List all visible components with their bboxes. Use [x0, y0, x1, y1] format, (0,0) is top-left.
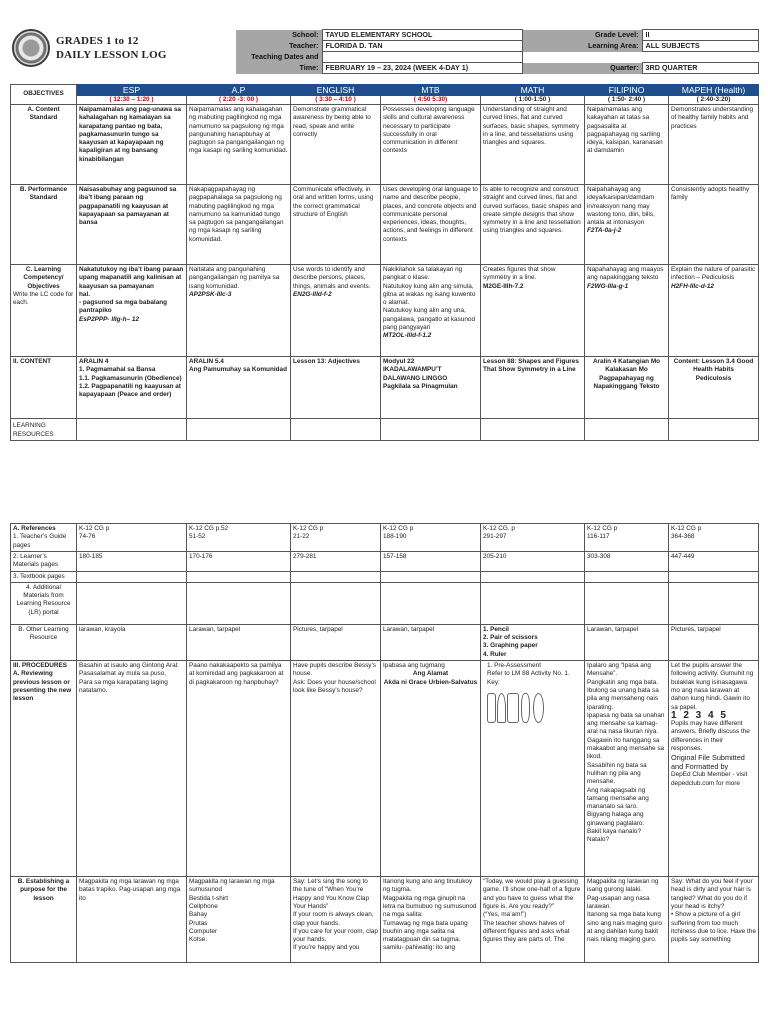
- cell-text: larawan, krayola: [77, 624, 187, 660]
- school-value: TAYUD ELEMENTARY SCHOOL: [322, 30, 522, 41]
- cell-text: Nakapagpapahayag ng pagpapahalaga sa pagsulong ng mabuting paglilingkod ng mga namumuno sa kamunidad tungo sa pagtugon sa pangangailangan ng mga kasapi ng sariling komunidad.: [187, 185, 291, 265]
- cell-text: K-12 CG p 188-190: [381, 524, 481, 552]
- dates-label: Teaching Dates and: [236, 52, 322, 63]
- cell-text: Lesson 88: Shapes and Figures That Show Symmetry in a Line: [481, 357, 585, 419]
- dates-spacer: [322, 52, 522, 63]
- cell-text: 279-281: [291, 552, 381, 572]
- cell-text: Pictures, tarpapel: [669, 624, 759, 660]
- subject-time: ( 1:00-1:50 ): [481, 96, 585, 105]
- empty-cell: [381, 571, 481, 582]
- cell-text: Larawan, tarpapel: [187, 624, 291, 660]
- cell-text: Possesses developing language skills and cultural awareness necessary to participate successfully in oral communication in different contexts: [381, 105, 481, 185]
- lc-code: EN2G-IIId-f-2: [293, 290, 332, 298]
- cell-text: Demonstrate grammatical awareness by being able to read, speak and write correctly: [291, 105, 381, 185]
- cell-text: 1. Pencil 2. Pair of scissors 3. Graphing paper 4. Ruler: [481, 624, 585, 660]
- cell-text: Larawan, tarpapel: [381, 624, 481, 660]
- subject-header: FILIPINO: [585, 85, 669, 96]
- lc-code: AP2PSK-IIIc-3: [189, 290, 232, 298]
- empty-cell: [481, 582, 585, 624]
- cell-text: Magpakita ng larawan ng isang gurong lalaki. Pag-usapan ang nasa larawan. Itanong sa mga bata kung sino ang nais maging guro at ang dahilan kung bakit nais nilang maging guro.: [585, 877, 669, 963]
- empty-cell: [77, 419, 187, 441]
- subject-header: MTB: [381, 85, 481, 96]
- empty-cell: [669, 419, 759, 441]
- references-label-cell: [11, 524, 77, 552]
- lc-code: H2FH-IIIc-d-12: [671, 282, 714, 290]
- cell-text: Communicate effectively, in oral and written forms, using the correct grammatical structure of English: [291, 185, 381, 265]
- subject-header: A.P: [187, 85, 291, 96]
- cell-text: Demonstrates understanding of healthy family habits and practices: [669, 105, 759, 185]
- mtb-story-author: Akda ni Grace Urbien-Salvatus: [383, 678, 478, 686]
- dates-value: FEBRUARY 19 – 23, 2024 (WEEK 4-DAY 1): [322, 63, 522, 74]
- cell-text: 157-158: [381, 552, 481, 572]
- cell-text: K-12 CG p 364-368: [669, 524, 759, 552]
- empty-cell: [669, 582, 759, 624]
- cell-text: Lesson 13: Adjectives: [291, 357, 381, 419]
- empty-cell: [187, 571, 291, 582]
- quarter-label: Quarter:: [522, 63, 642, 74]
- cell-text: Paano nakakaapekto sa pamilya at kominidad ang pagkakaroon at di pagkakaroon ng hanpbuhay?: [187, 661, 291, 877]
- subject-time: ( 4:50 5:30): [381, 96, 481, 105]
- doc-title-dll: DAILY LESSON LOG: [56, 49, 167, 61]
- review-label-cell: [11, 661, 77, 877]
- row-label-content: II. CONTENT: [11, 357, 77, 419]
- lc-code: MT2OL-IIId-f-1.2: [383, 332, 432, 340]
- grade-value: II: [642, 30, 758, 41]
- purpose-label: B. Establishing a purpose for the lesson: [11, 877, 77, 963]
- cell-text: Aralin 4 Katangian Mo Kalakasan Mo Pagpapahayag ng Napakinggang Teksto: [585, 357, 669, 419]
- cell-text: Have pupils describe Bessy’s house. Ask: Does your house/school look like Bessy’s house?: [291, 661, 381, 877]
- cell-text: Is able to recognize and construct straight and curved lines, flat and curved surfaces, basic shapes and create simple designs that show symmetry in a line and tessellation using triangles and squares.: [481, 185, 585, 265]
- cell-text: Consistently adopts healthy family: [669, 185, 759, 265]
- lc-code: M2GE-IIIh-7.2: [483, 282, 524, 290]
- other-resource-label: B. Other Learning Resource: [11, 624, 77, 660]
- empty-cell: [585, 582, 669, 624]
- row-label-competency: [11, 265, 77, 357]
- cell-text: ARALIN 4 1. Pagmamahal sa Bansa 1.1. Pagkamasunurin (Obedience) 1.2. Pagpapanatili ng kaayusan at kapayapaan (Peace and order): [77, 357, 187, 419]
- empty-cell: [381, 419, 481, 441]
- mapeh-review-cell: [669, 661, 759, 877]
- competency-cell: [481, 265, 585, 357]
- cell-text: K-12 CG p.52 51-52: [187, 524, 291, 552]
- tb-label: 3. Textbook pages: [11, 571, 77, 582]
- mtb-story-title: Ang Alamat: [412, 670, 449, 678]
- row-label-performance-standard: B. Performance Standard: [11, 185, 77, 265]
- subject-time: ( 3:30 – 4:10 ): [291, 96, 381, 105]
- cell-text: ARALIN 5.4 Ang Pamumuhay sa Komunidad: [187, 357, 291, 419]
- lc-code: EsP2PPP- IIIg-h– 12: [79, 315, 140, 323]
- cell-text: “Today, we would play a guessing game. I’ll show one-half of a figure and you have to guess what the figure is. Are you ready?” (“Yes, ma’am!”) The teacher shows halves of different figures and asks what figures they are parts of. The: [481, 877, 585, 963]
- objectives-header: OBJECTIVES: [11, 85, 77, 105]
- filipino-performance-cell: [585, 185, 669, 265]
- cell-text: Naipamamalas ang kahalagahan ng mabuting pagllingkod ng mga namumuno sa pagsulong ng mga pangunahing hanapbuhay at pagtugon sa pangangailangan ng mga kasapi ng sariling komunidad.: [187, 105, 291, 185]
- cell-text: Naisasabuhay ang pagsunod sa iba’t ibang paraan ng pagpapanatili ng kaayusan at kapayapaan sa pamayanan at bansa: [77, 185, 187, 265]
- empty-cell: [585, 419, 669, 441]
- deped-seal-logo: [12, 29, 50, 67]
- cell-text: Basahin at isaulo ang Gintong Aral: Pasasalamat ay mula sa puso, Para sa mga karapatang laging natatamo.: [77, 661, 187, 877]
- cell-text: Magpakita ng mga larawan ng mga batas trapiko. Pag-usapan ang mga ito: [77, 877, 187, 963]
- cell-text: Larawan, tarpapel: [585, 624, 669, 660]
- subject-header: MAPEH (Health): [669, 85, 759, 96]
- subject-time: ( 12:30 – 1:20 ): [77, 96, 187, 105]
- activity-pictures-numbers: 1 2 3 4 5: [671, 709, 728, 721]
- cell-text: Naipamamalas ang kakayahan at tatas sa pagsasalita at pagpapahayag ng sariling ideya, kaisipan, karanasan at damdamin: [585, 105, 669, 185]
- cell-text: Pictures, tarpapel: [291, 624, 381, 660]
- cell-text: Napahahayag ang maayos ang napakinggang teksto: [587, 266, 664, 282]
- time-label: Time:: [236, 63, 322, 74]
- cell-text: Uses developing oral language to name and describe people, places, and concrete objects and communicate personal experiences, ideas, thoughts, actions, and feelings in different contexts: [381, 185, 481, 265]
- row-label-content-standard: A. Content Standard: [11, 105, 77, 185]
- empty-cell: [481, 419, 585, 441]
- math-review-cell: [481, 661, 585, 877]
- competency-cell: [77, 265, 187, 357]
- empty-cell: [187, 582, 291, 624]
- cell-text: 303-308: [585, 552, 669, 572]
- tg-label: 1. Teacher’s Guide pages: [13, 533, 67, 549]
- area-label: Learning Area:: [522, 41, 642, 52]
- subject-header: MATH: [481, 85, 585, 96]
- header-info-table: [236, 29, 759, 74]
- doc-title-grades: GRADES 1 to 12: [56, 35, 139, 47]
- empty-cell: [481, 571, 585, 582]
- lc-code: F2TA-0a-j-2: [587, 227, 622, 235]
- cell-text: 1. Pre-Assessment Refer to LM 88 Activity No. 1. Key:: [487, 662, 570, 686]
- blank-cell: [522, 52, 642, 63]
- empty-cell: [187, 419, 291, 441]
- competency-cell: [187, 265, 291, 357]
- cell-text: K-12 CG p 74-76: [77, 524, 187, 552]
- cell-text: Magpakita ng larawan ng mga sumusunod Bestida t-shirt Cellphone Bahay Prutas Computer Kotse.: [187, 877, 291, 963]
- subject-header: ESP: [77, 85, 187, 96]
- cell-text: Content: Lesson 3.4 Good Health Habits Pediculosis: [669, 357, 759, 419]
- cell-text: Itanong kung ano ang tinutukoy ng tugma. Magpakita ng mga ginupit na letra na bumubuo ng sumusunod na mga salita: Tumawag ng mga bata upang buuhin ang mga salita na matatagpuan din sa tugma. samilu- pahiwatig: ito ang: [381, 877, 481, 963]
- review-label: A. Reviewing previous lesson or presenting the new lesson: [13, 670, 72, 703]
- cell-text: Naipahahayag ang ideya/kaisipan/damdam in/reaksyon nang may wastong tono, diin, bilis, antala at intonasyon: [587, 186, 655, 227]
- row-label-learning-resources: LEARNING RESOURCES: [11, 419, 77, 441]
- cell-text: Ipabasa ang tugmang: [383, 662, 445, 670]
- empty-cell: [585, 571, 669, 582]
- cell-text: 170-176: [187, 552, 291, 572]
- cell-text: K-12 CG p 21-22: [291, 524, 381, 552]
- teacher-value: FLORIDA D. TAN: [322, 41, 522, 52]
- empty-cell: [291, 571, 381, 582]
- school-label: School:: [236, 30, 322, 41]
- subject-time: ( 2:20 -3: 00 ): [187, 96, 291, 105]
- blank-cell: [642, 52, 758, 63]
- subject-header: ENGLISH: [291, 85, 381, 96]
- cell-text: Use words to identify and describe persons, places, things, animals and events.: [293, 266, 371, 290]
- competency-cell: [291, 265, 381, 357]
- cell-text: Explain the nature of parasitic infection – Pediculosis: [671, 266, 756, 282]
- teacher-label: Teacher:: [236, 41, 322, 52]
- empty-cell: [291, 419, 381, 441]
- cell-text: Nakatutukoy ng iba’t ibang paraan upang mapanatili ang kalinisan at kaayusan sa pamayanan hal. - pagsunod sa mga babalang pantrapiko: [79, 266, 184, 315]
- lc-code: F2WG-IIIa-g-1: [587, 282, 629, 290]
- empty-cell: [381, 582, 481, 624]
- empty-cell: [77, 571, 187, 582]
- empty-cell: [291, 582, 381, 624]
- subject-time: ( 2:40-3:20): [669, 96, 759, 105]
- competency-label: C. Learning Competency/ Objectives: [23, 266, 64, 290]
- header: [10, 27, 758, 73]
- lm-label: 2. Learner’s Materials pages: [11, 552, 77, 572]
- cell-text: Naitatala ang pangunahing pangangailangan ng pamilya sa isang komunidad.: [189, 266, 280, 290]
- additional-label: 4. Additional Materials from Learning Resource (LR) portal: [11, 582, 77, 624]
- area-value: ALL SUBJECTS: [642, 41, 758, 52]
- cell-text: K-12 CG. p 291-297: [481, 524, 585, 552]
- grade-label: Grade Level:: [522, 30, 642, 41]
- objectives-table: [10, 84, 759, 441]
- cell-text: Say: What do you feel if your head is dirty and your hair is tangled? What do you do if your head is itchy? • Show a picture of a girl suffering from too much itchiness due to lice. Have the pupils say something: [669, 877, 759, 963]
- cell-text: K-12 CG p 116-117: [585, 524, 669, 552]
- quarter-value: 3RD QUARTER: [642, 63, 758, 74]
- cell-text: Naipamamalas ang pag-unawa sa kahalagahan ng kamalayan sa karapatang pantao ng bata, pagkamasunurin tungo sa kaayusan at kapayapaan ng kapaligiran at ng bansang kinabibilangan: [77, 105, 187, 185]
- symmetry-figures-image: [485, 693, 545, 727]
- mtb-review-cell: [381, 661, 481, 877]
- cell-text: Modyul 22 IKADALAWAMPU’T DALAWANG LINGGO Pagkilala sa Pinagmulan: [381, 357, 481, 419]
- cell-text: Understanding of straight and curved lines, flat and curved surfaces, basic shapes, symmetry in a line, and tessellations using triangles and squares.: [481, 105, 585, 185]
- cell-text: Nakikilahok sa talakayan ng pangkat o klase. Natutukoy kung alin ang simula, gitna at wakas ng isang kuwento o alamat. Natutukoy kung alin ang una, pangalawa, pangatlo at kasunod pang pangyayari: [383, 266, 476, 332]
- watermark-link: DepEd Club Member - visit depedclub.com for more: [671, 771, 748, 787]
- cell-text: Let the pupils answer the following activity. Gumuhit ng bulaklak kung isinasagawa mo ang nasa larawan at dahon kung hindi. Gawin ito sa papel.: [671, 662, 754, 711]
- procedures-table: [10, 523, 759, 963]
- cell-text: Pupils may have different answers. Briefly discuss the differences in their responses.: [671, 720, 750, 753]
- competency-note: Write the LC code for each.: [13, 290, 74, 307]
- competency-cell: [381, 265, 481, 357]
- references-label: A. References: [13, 525, 56, 532]
- cell-text: 447-449: [669, 552, 759, 572]
- subject-time: ( 1:50- 2:40 ): [585, 96, 669, 105]
- cell-text: Say: Let’s sing the song to the tune of “When You’re Happy and You Know Clap Your Hands” If your room is always clean, clap your hands. If you care for your room, clap your hands. If you’re happy and you: [291, 877, 381, 963]
- cell-text: Ipalaro ang “Ipasa ang Mensahe”. Pangkatin ang mga bata. Ibulong sa unang bata sa pila ang mensaheng nais iparating. Ipapasa ng bata sa unahan ang mensahe sa kamag-aral na nasa likuran niya. Gagawin ito hanggang sa makaabot ang mensahe sa likod. Sasabihin ng bata sa hulihan ng pila ang mensahe. Ang nakapagsabi ng tamang mensahe ang mananalo sa laro. Bigyang halaga ang ginawang paglalaro. Bakit kaya nanalo? Natalo?: [585, 661, 669, 877]
- procedures-label: III. PROCEDURES: [13, 662, 67, 670]
- watermark-text: Original File Submitted and Formatted by: [671, 753, 745, 772]
- competency-cell: [669, 265, 759, 357]
- empty-cell: [669, 571, 759, 582]
- empty-cell: [77, 582, 187, 624]
- competency-cell: [585, 265, 669, 357]
- cell-text: Creates figures that show symmetry in a line.: [483, 266, 556, 282]
- cell-text: 205-210: [481, 552, 585, 572]
- cell-text: 180-185: [77, 552, 187, 572]
